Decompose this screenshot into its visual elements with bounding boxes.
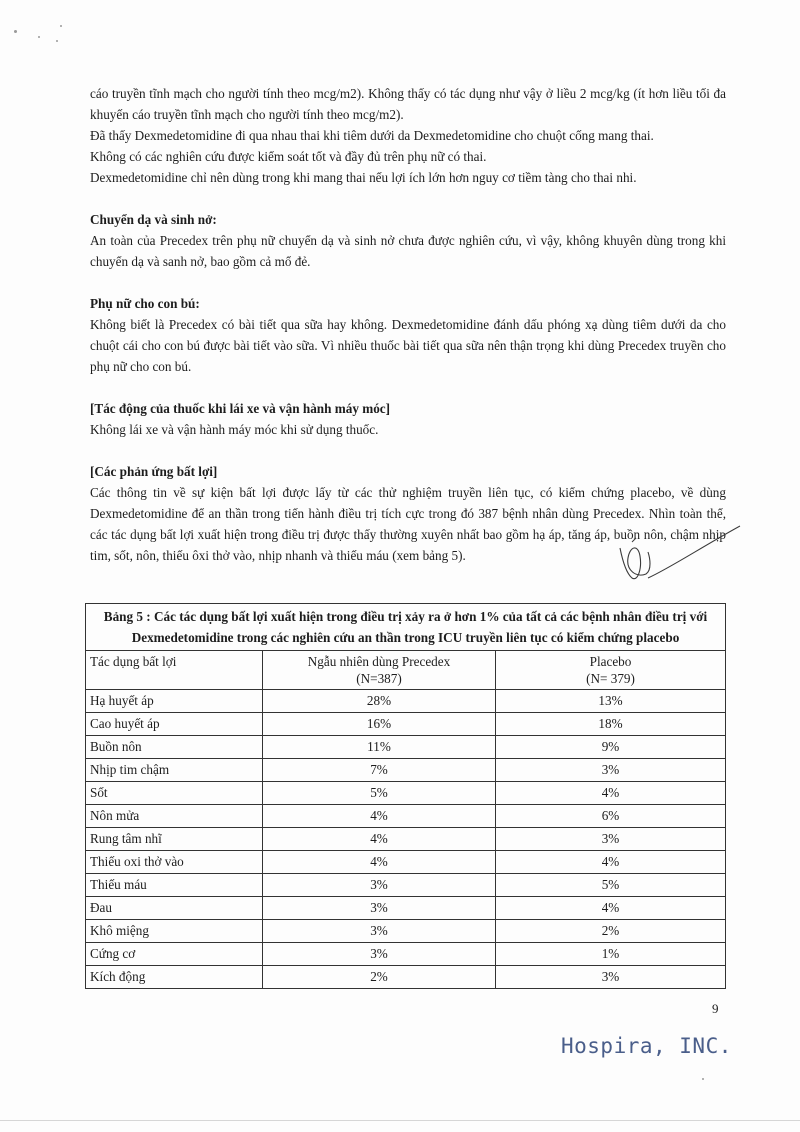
cell-precedex: 2% [263, 966, 496, 989]
column-header-placebo [496, 651, 726, 690]
table-row [86, 874, 726, 897]
table-row [86, 851, 726, 874]
section-text-adverse: Các thông tin về sự kiện bất lợi được lấy từ các thử nghiệm truyền liên tục, có kiểm chứng placebo, về dùng Dexmedetomidine để an thần trong tiến hành điều trị tích cực trong đó 387 bệnh nhân dùng Precedex. Nhìn toàn thể, các tác dụng bất lợi xuất hiện trong điều trị được thấy thường xuyên nhất bao gồm hạ áp, tăng áp, buồn nôn, chậm nhịp tim, sốt, nôn, thiếu ôxi thở vào, nhịp nhanh và thiếu máu (xem bảng 5). [90, 485, 726, 563]
table-row [86, 897, 726, 920]
section-heading-adverse: [Các phản ứng bất lợi] [90, 464, 218, 479]
section-heading-nursing: Phụ nữ cho con bú: [90, 296, 200, 311]
cell-effect: Cứng cơ [86, 943, 263, 966]
adverse-effects-table [85, 603, 726, 989]
cell-precedex: 11% [263, 736, 496, 759]
column-header-placebo-line2: (N= 379) [586, 671, 635, 686]
cell-placebo: 1% [496, 943, 726, 966]
column-header-placebo-line1: Placebo [589, 654, 632, 669]
cell-effect: Sốt [86, 782, 263, 805]
handwritten-signature [590, 518, 750, 588]
cell-placebo: 13% [496, 690, 726, 713]
table-row [86, 805, 726, 828]
cell-placebo: 3% [496, 966, 726, 989]
cell-placebo: 4% [496, 851, 726, 874]
scan-speck [14, 30, 17, 33]
cell-precedex: 4% [263, 828, 496, 851]
cell-effect: Kích động [86, 966, 263, 989]
paragraph: Không có các nghiên cứu được kiểm soát tốt và đầy đủ trên phụ nữ có thai. [90, 149, 487, 164]
cell-precedex: 4% [263, 805, 496, 828]
table-row [86, 736, 726, 759]
cell-placebo: 3% [496, 759, 726, 782]
body-text [90, 83, 726, 566]
cell-precedex: 3% [263, 874, 496, 897]
table-row [86, 828, 726, 851]
cell-effect: Thiếu máu [86, 874, 263, 897]
column-header-effect: Tác dụng bất lợi [86, 651, 263, 690]
table-row [86, 782, 726, 805]
cell-placebo: 18% [496, 713, 726, 736]
cell-effect: Cao huyết áp [86, 713, 263, 736]
table-row [86, 690, 726, 713]
cell-placebo: 3% [496, 828, 726, 851]
company-stamp: Hospira, INC. [561, 1034, 732, 1058]
cell-effect: Nhịp tim chậm [86, 759, 263, 782]
table-body [86, 690, 726, 989]
scan-edge [0, 1120, 800, 1121]
section-heading-driving: [Tác động của thuốc khi lái xe và vận hành máy móc] [90, 401, 391, 416]
page-number: 9 [712, 1001, 719, 1016]
cell-precedex: 5% [263, 782, 496, 805]
table-header-row [86, 651, 726, 690]
section-heading-labor: Chuyển dạ và sinh nở: [90, 212, 217, 227]
cell-placebo: 4% [496, 897, 726, 920]
section-text-nursing: Không biết là Precedex có bài tiết qua sữa hay không. Dexmedetomidine đánh dấu phóng xạ dùng tiêm dưới da cho chuột cái cho con bú được bài tiết vào sữa. Vì nhiều thuốc bài tiết qua sữa nên thận trọng khi dùng Precedex truyền cho phụ nữ cho con bú. [90, 317, 726, 374]
cell-effect: Buồn nôn [86, 736, 263, 759]
table-caption: Bảng 5 : Các tác dụng bất lợi xuất hiện trong điều trị xảy ra ở hơn 1% của tất cả các bệnh nhân điều trị với Dexmedetomidine trong các nghiên cứu an thần trong ICU truyền liên tục có kiểm chứng placebo [86, 604, 726, 651]
table-row [86, 920, 726, 943]
scan-speck [38, 36, 40, 38]
cell-precedex: 3% [263, 897, 496, 920]
cell-precedex: 28% [263, 690, 496, 713]
cell-effect: Thiếu oxi thở vào [86, 851, 263, 874]
scan-speck [56, 40, 58, 42]
cell-precedex: 3% [263, 920, 496, 943]
cell-precedex: 7% [263, 759, 496, 782]
cell-precedex: 16% [263, 713, 496, 736]
column-header-precedex-line1: Ngẫu nhiên dùng Precedex [307, 654, 451, 669]
table-row [86, 943, 726, 966]
scan-speck [702, 1078, 704, 1080]
table-row [86, 713, 726, 736]
paragraph: Dexmedetomidine chỉ nên dùng trong khi mang thai nếu lợi ích lớn hơn nguy cơ tiềm tàng cho thai nhi. [90, 170, 637, 185]
cell-effect: Đau [86, 897, 263, 920]
cell-placebo: 5% [496, 874, 726, 897]
cell-effect: Rung tâm nhĩ [86, 828, 263, 851]
scan-speck [60, 25, 62, 27]
cell-precedex: 4% [263, 851, 496, 874]
paragraph: cáo truyền tĩnh mạch cho người tính theo mcg/m2). Không thấy có tác dụng như vậy ở liều 2 mcg/kg (ít hơn liều tối đa khuyến cáo truyền tĩnh mạch cho người tính theo mcg/m2). [90, 86, 726, 122]
section-text-driving: Không lái xe và vận hành máy móc khi sử dụng thuốc. [90, 422, 379, 437]
cell-placebo: 4% [496, 782, 726, 805]
table-row [86, 966, 726, 989]
table-row [86, 759, 726, 782]
cell-effect: Hạ huyết áp [86, 690, 263, 713]
cell-effect: Nôn mửa [86, 805, 263, 828]
cell-effect: Khô miệng [86, 920, 263, 943]
cell-placebo: 9% [496, 736, 726, 759]
column-header-precedex [263, 651, 496, 690]
cell-placebo: 6% [496, 805, 726, 828]
column-header-precedex-line2: (N=387) [356, 671, 402, 686]
cell-precedex: 3% [263, 943, 496, 966]
paragraph: Đã thấy Dexmedetomidine đi qua nhau thai khi tiêm dưới da Dexmedetomidine cho chuột cống mang thai. [90, 128, 654, 143]
cell-placebo: 2% [496, 920, 726, 943]
section-text-labor: An toàn của Precedex trên phụ nữ chuyển dạ và sinh nở chưa được nghiên cứu, vì vậy, không khuyên dùng trong khi chuyển dạ và sanh nở, bao gồm cả mổ đẻ. [90, 233, 726, 269]
